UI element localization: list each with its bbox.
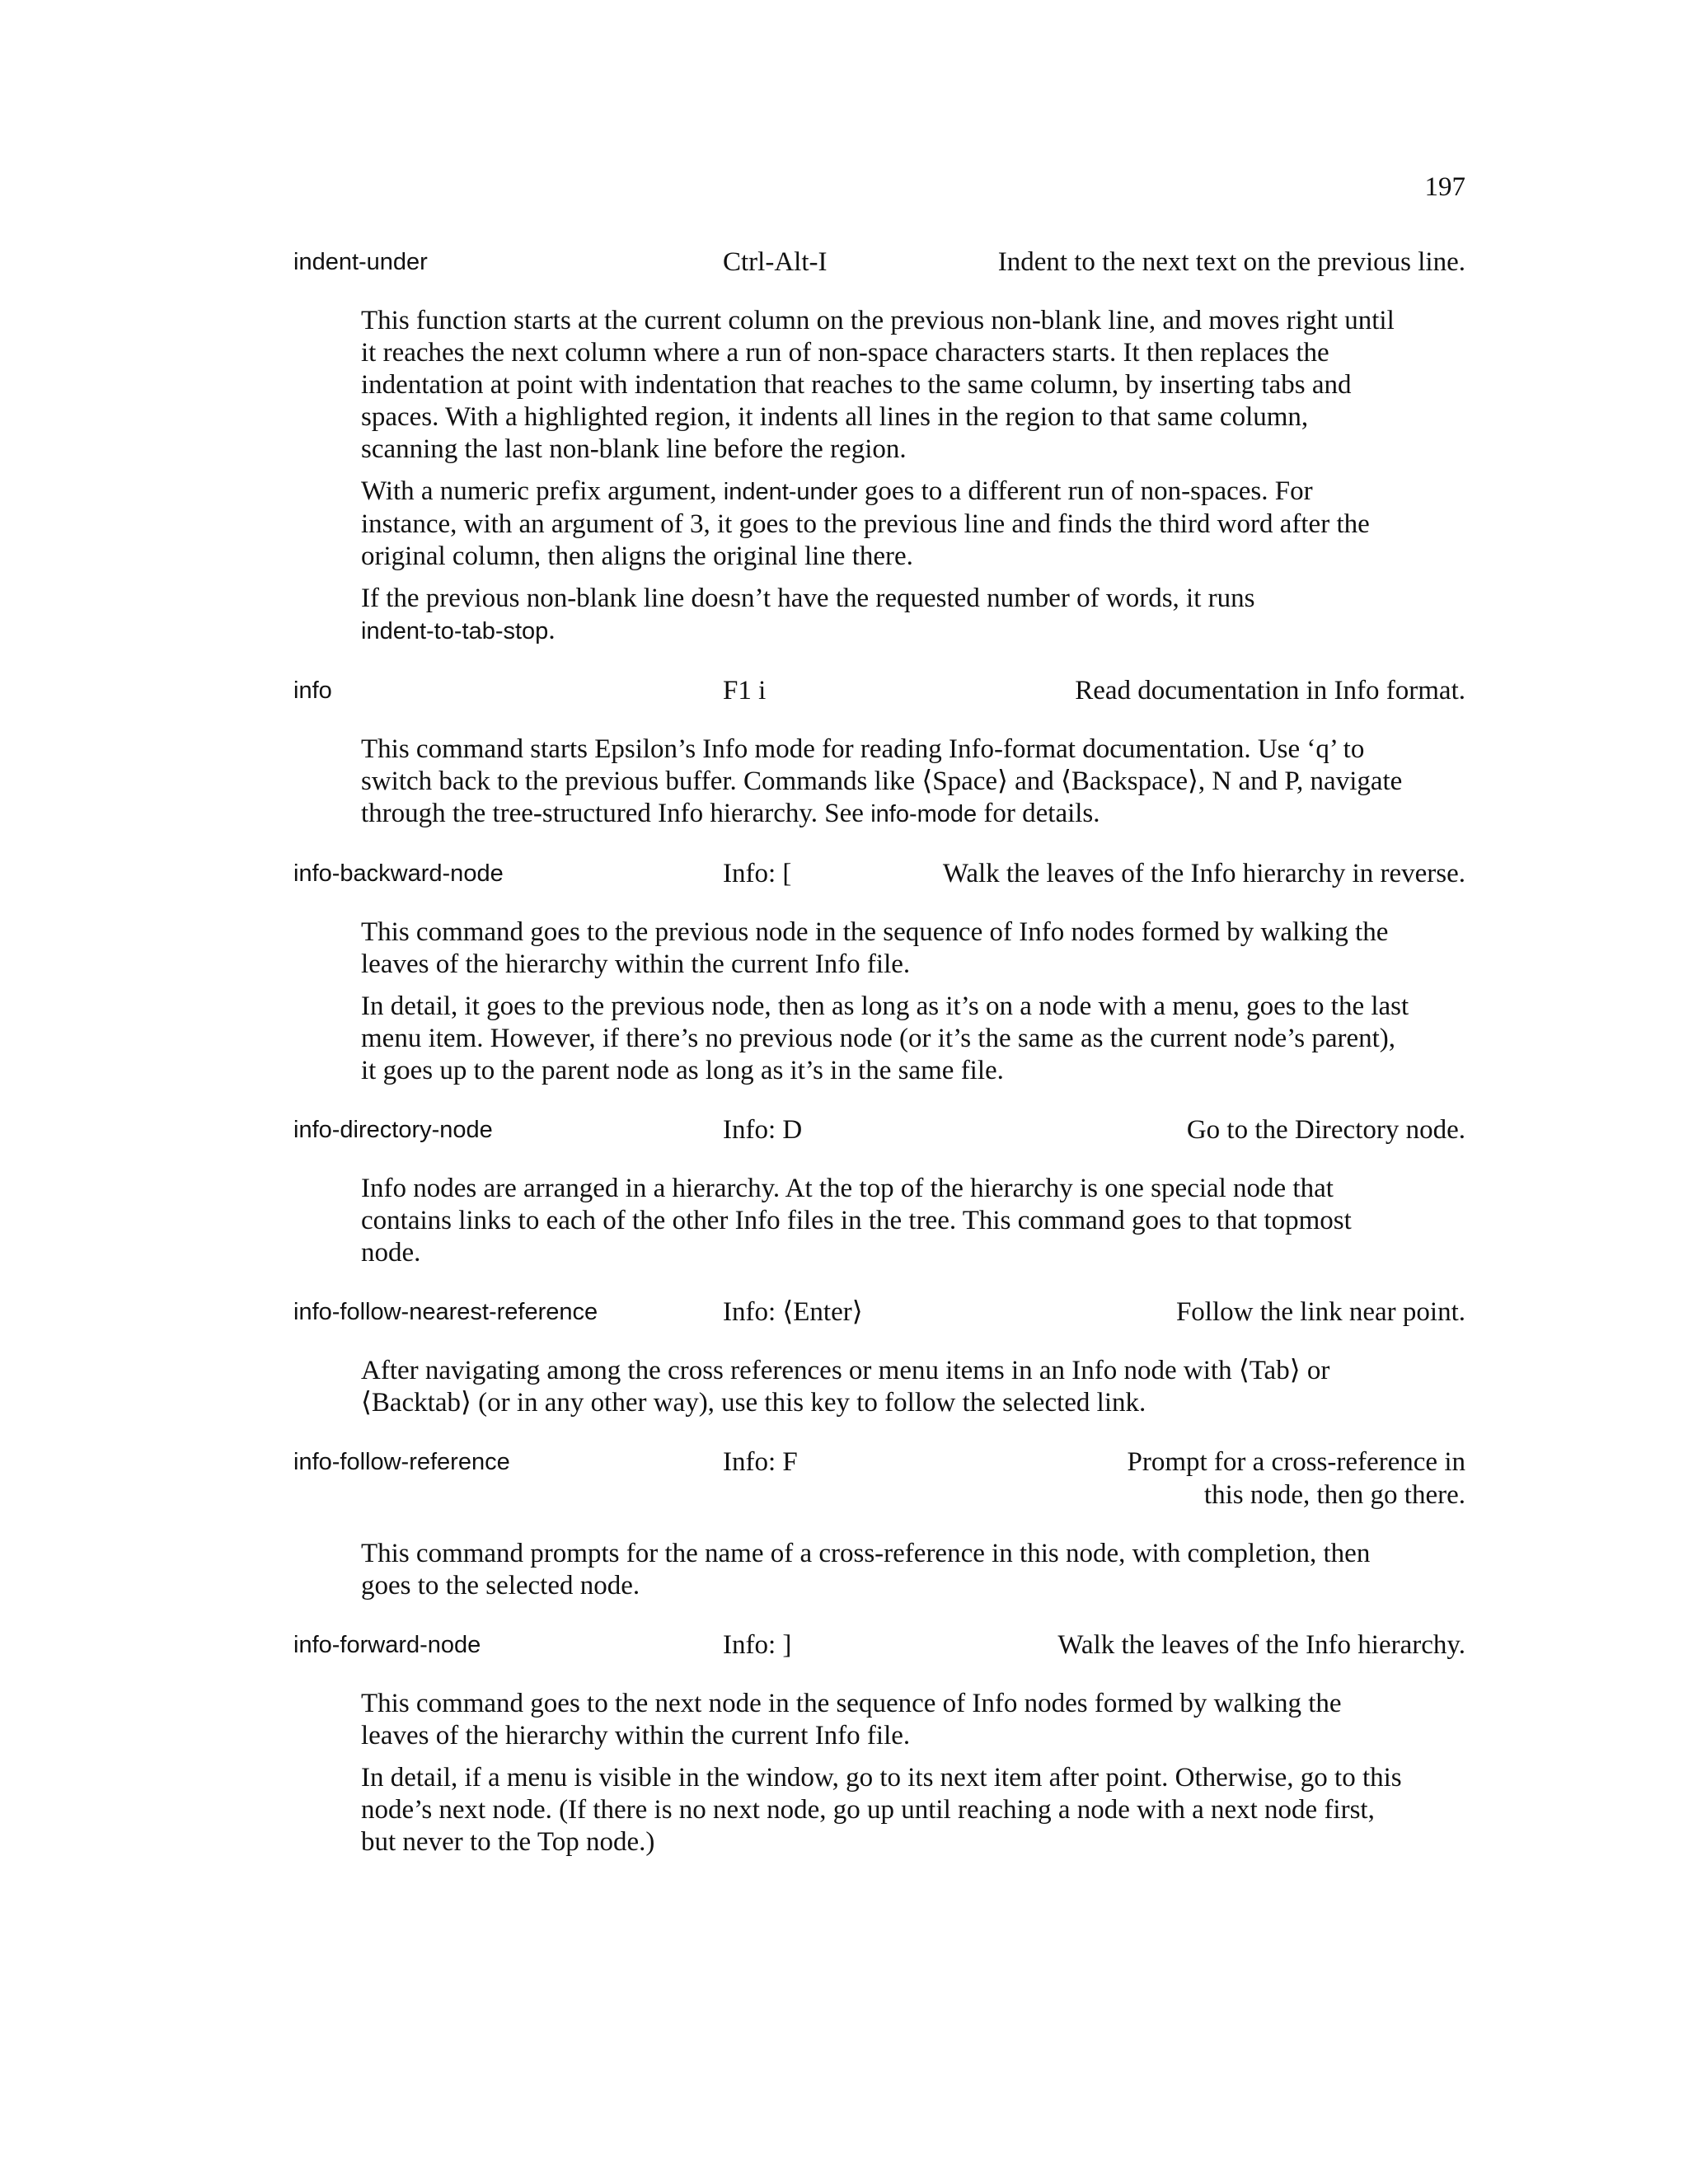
text-line: spaces. With a highlighted region, it indents all lines in the region to that same column, (361, 402, 1309, 432)
description-paragraph (361, 733, 1416, 831)
command-reference: indent-to-tab-stop (361, 618, 549, 644)
description-paragraph (361, 476, 1416, 573)
text-line: In detail, it goes to the previous node, then as long as it’s on a node with a menu, goes to the last (361, 991, 1409, 1021)
text-line: it goes up to the parent node as long as it’s in the same file. (361, 1056, 1004, 1085)
text-line: menu item. However, if there’s no previous node (or it’s the same as the current node’s parent), (361, 1024, 1396, 1053)
entry-description (361, 1173, 1416, 1269)
page-number: 197 (1424, 172, 1465, 202)
text-line: leaves of the hierarchy within the current Info file. (361, 949, 911, 979)
command-entry-info-backward-node (293, 857, 1465, 1087)
description-paragraph (361, 583, 1416, 648)
command-name: info-directory-node (293, 1117, 493, 1143)
command-summary (1103, 1446, 1465, 1511)
command-name: info-follow-reference (293, 1449, 510, 1475)
entry-header (293, 1629, 1465, 1661)
text-line: instance, with an argument of 3, it goes to the previous line and finds the third word after the (361, 509, 1370, 539)
command-entry-info-directory-node (293, 1113, 1465, 1269)
text-line: This command starts Epsilon’s Info mode for reading Info-format documentation. Use ‘q’ to (361, 734, 1365, 764)
command-summary: Walk the leaves of the Info hierarchy in reverse. (942, 859, 1465, 888)
key-binding: Info: F (723, 1447, 798, 1477)
command-name: info-follow-nearest-reference (293, 1299, 598, 1325)
entry-header (293, 674, 1465, 707)
text-line: This function starts at the current column on the previous non-blank line, and moves right until (361, 306, 1395, 335)
command-entry-info-follow-reference (293, 1446, 1465, 1602)
description-paragraph (361, 1762, 1416, 1858)
key-binding: Info: D (723, 1115, 803, 1145)
command-summary: Go to the Directory node. (1186, 1115, 1465, 1145)
text-line: indentation at point with indentation that reaches to the same column, by inserting tabs and (361, 370, 1352, 400)
text-line: scanning the last non-blank line before the region. (361, 434, 907, 464)
summary-line: Prompt for a cross-reference in (1127, 1447, 1465, 1477)
text-segment: . (548, 616, 556, 645)
entry-description (361, 916, 1416, 1087)
command-reference: indent-under (723, 479, 858, 505)
text-line: In detail, if a menu is visible in the window, go to its next item after point. Otherwise, go to this (361, 1763, 1402, 1793)
command-summary: Read documentation in Info format. (1075, 676, 1465, 705)
description-paragraph (361, 1688, 1416, 1752)
text-line: This command prompts for the name of a cross-reference in this node, with completion, then (361, 1539, 1371, 1568)
entry-description (361, 1688, 1416, 1858)
entry-header (293, 857, 1465, 890)
description-paragraph (361, 1355, 1416, 1419)
command-reference: info-mode (870, 801, 978, 827)
command-entry-info (293, 674, 1465, 831)
entry-header (293, 1296, 1465, 1329)
text-segment: for details. (983, 799, 1100, 828)
text-line: node. (361, 1238, 421, 1268)
entry-description (361, 1355, 1416, 1419)
command-name: indent-under (293, 249, 428, 275)
summary-line: this node, then go there. (1203, 1480, 1465, 1510)
text-line: it reaches the next column where a run of non-space characters starts. It then replaces the (361, 338, 1329, 368)
key-binding: Info: [ (723, 859, 792, 888)
text-line: ⟨Backtab⟩ (or in any other way), use this key to follow the selected link. (361, 1388, 1146, 1418)
text-segment: through the tree-structured Info hierarchy. See (361, 799, 864, 828)
text-line: original column, then aligns the original line there. (361, 541, 913, 571)
command-name: info (293, 677, 332, 704)
text-line: node’s next node. (If there is no next node, go up until reaching a node with a next node first, (361, 1795, 1375, 1825)
description-paragraph (361, 1538, 1416, 1602)
text-line: If the previous non-blank line doesn’t have the requested number of words, it runs (361, 583, 1255, 613)
text-line: contains links to each of the other Info files in the tree. This command goes to that topmost (361, 1206, 1352, 1235)
text-line: leaves of the hierarchy within the current Info file. (361, 1721, 911, 1750)
entry-description (361, 305, 1416, 648)
text-line: This command goes to the previous node in the sequence of Info nodes formed by walking the (361, 917, 1389, 947)
key-binding: F1 i (723, 676, 767, 705)
command-name: info-forward-node (293, 1632, 481, 1658)
command-name: info-backward-node (293, 860, 504, 887)
text-line: goes to the selected node. (361, 1571, 640, 1601)
text-segment: With a numeric prefix argument, (361, 476, 717, 506)
entry-description (361, 1538, 1416, 1602)
text-line: Info nodes are arranged in a hierarchy. At the top of the hierarchy is one special node that (361, 1174, 1334, 1203)
command-entry-indent-under (293, 246, 1465, 648)
description-paragraph (361, 305, 1416, 466)
entry-header (293, 1113, 1465, 1146)
command-summary: Follow the link near point. (1175, 1297, 1465, 1327)
key-binding: Ctrl-Alt-I (723, 247, 828, 277)
description-paragraph (361, 991, 1416, 1087)
command-summary: Walk the leaves of the Info hierarchy. (1057, 1630, 1465, 1660)
description-paragraph (361, 916, 1416, 981)
text-line: switch back to the previous buffer. Commands like ⟨Space⟩ and ⟨Backspace⟩, N and P, navigate (361, 766, 1403, 796)
command-entry-info-follow-nearest-reference (293, 1296, 1465, 1419)
command-entry-info-forward-node (293, 1629, 1465, 1858)
text-line: After navigating among the cross references or menu items in an Info node with ⟨Tab⟩ or (361, 1356, 1330, 1385)
key-binding: Info: ] (723, 1630, 792, 1660)
entry-header (293, 1446, 1465, 1511)
text-segment: goes to a different run of non-spaces. For (864, 476, 1313, 506)
text-line: but never to the Top node.) (361, 1827, 655, 1857)
key-binding: Info: ⟨Enter⟩ (723, 1297, 863, 1327)
entry-description (361, 733, 1416, 831)
text-line: This command goes to the next node in the sequence of Info nodes formed by walking the (361, 1689, 1342, 1718)
command-entry-list (293, 246, 1465, 1858)
entry-header (293, 246, 1465, 279)
description-paragraph (361, 1173, 1416, 1269)
command-summary: Indent to the next text on the previous line. (997, 247, 1465, 277)
